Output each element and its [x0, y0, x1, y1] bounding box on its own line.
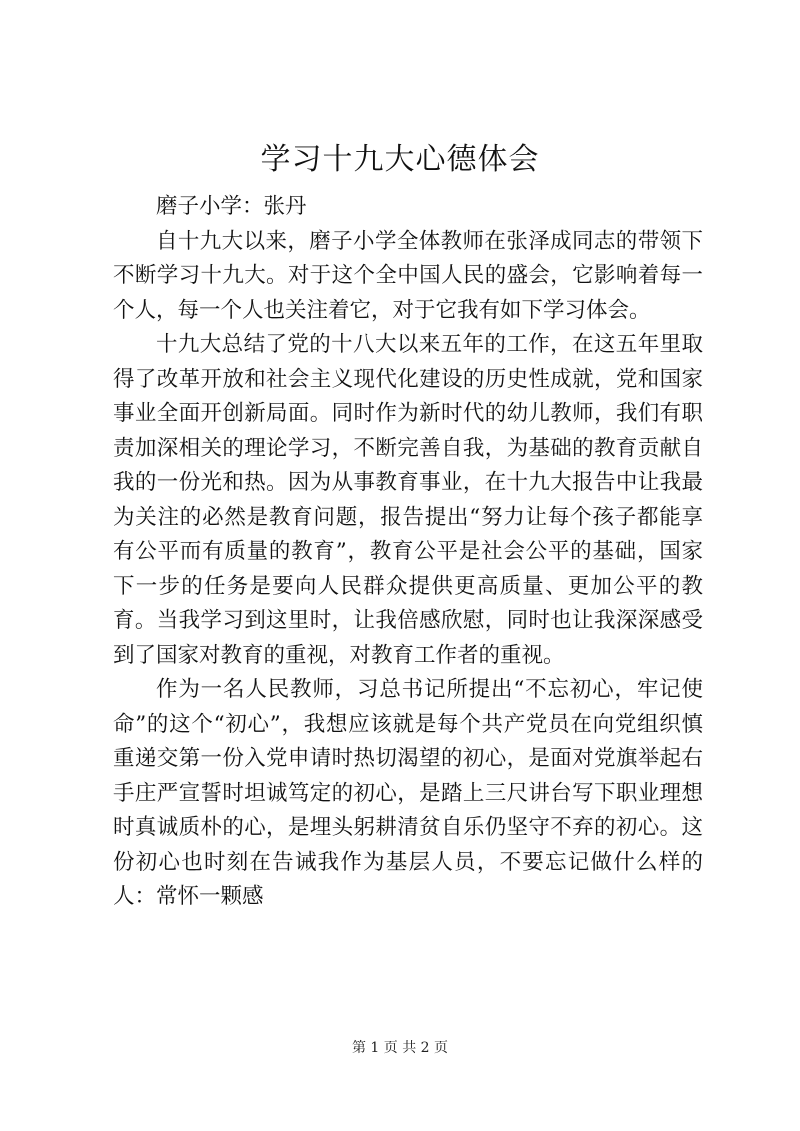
- paragraph-3: 作为一名人民教师，习总书记所提出“不忘初心，牢记使命”的这个“初心”，我想应该就是每个共产党员在向党组织慎重递交第一份入党申请时热切渴望的初心，是面对党旗举起右手庄严宣誓时坦诚笃定的初心，是踏上三尺讲台写下职业理想时真诚质朴的心，是埋头躬耕清贫自乐仍坚守不弃的初心。这份初心也时刻在告诫我作为基层人员，不要忘记做什么样的人：常怀一颗感: [113, 677, 703, 909]
- document-body: [113, 190, 703, 915]
- author-line: 磨子小学：张丹: [156, 194, 307, 219]
- document-title: 学习十九大心德体会: [260, 142, 540, 177]
- paragraph-2: 十九大总结了党的十八大以来五年的工作，在这五年里取得了改革开放和社会主义现代化建设的历史性成就，党和国家事业全面开创新局面。同时作为新时代的幼儿教师，我们有职责加深相关的理论学习，不断完善自我，为基础的教育贡献自我的一份光和热。因为从事教育事业，在十九大报告中让我最为关注的必然是教育问题，报告提出“努力让每个孩子都能享有公平而有质量的教育”，教育公平是社会公平的基础，国家下一步的任务是要向人民群众提供更高质量、更加公平的教育。当我学习到这里时，让我倍感欣慰，同时也让我深深感受到了国家对教育的重视，对教育工作者的重视。: [113, 332, 703, 668]
- page-footer: 第 1 页 共 2 页: [351, 1040, 449, 1056]
- paragraph-1: 自十九大以来，磨子小学全体教师在张泽成同志的带领下不断学习十九大。对于这个全中国人民的盛会，它影响着每一个人，每一个人也关注着它，对于它我有如下学习体会。: [113, 228, 703, 323]
